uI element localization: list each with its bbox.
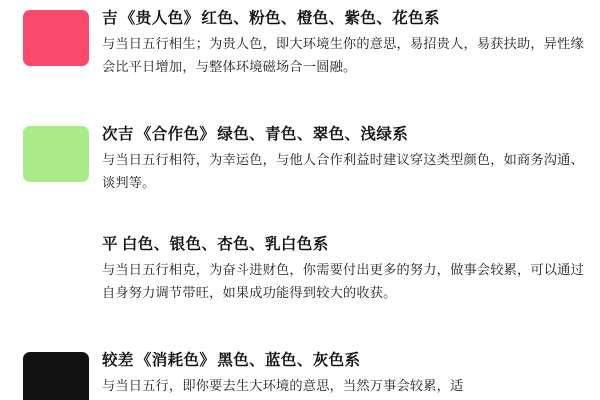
row-colors: 白色、银色、杏色、乳白色系 bbox=[121, 235, 329, 253]
color-swatch-neutral bbox=[23, 236, 89, 292]
row-colors: 红色、粉色、橙色、紫色、花色系 bbox=[201, 9, 440, 27]
row-text bbox=[102, 226, 590, 306]
row-rank: 吉 bbox=[102, 9, 118, 27]
row-body: 与当日五行，即你要去生大环境的意思，当然万事会较累，适 bbox=[102, 378, 464, 394]
row-body: 与当日五行相生；为贵人色，即大环境生你的意思，易招贵人，易获扶助，异性缘会比平日增加，与整体环境磁场合一圆融。 bbox=[102, 36, 584, 76]
swatch-container bbox=[10, 342, 102, 400]
row-rank: 平 bbox=[102, 235, 118, 253]
row-title: 《贵人色》 bbox=[119, 9, 200, 27]
row-body: 与当日五行相克，为奋斗进财色，你需要付出更多的努力，做事会较累，可以通过自身努力调节带旺，如果成功能得到较大的收获。 bbox=[102, 262, 584, 302]
row-heading bbox=[102, 122, 584, 147]
fortune-row bbox=[0, 226, 600, 342]
row-colors: 绿色、青色、翠色、浅绿系 bbox=[217, 125, 409, 143]
row-heading bbox=[102, 348, 584, 373]
swatch-container bbox=[10, 0, 102, 66]
color-swatch-cooperation bbox=[23, 126, 89, 182]
row-text bbox=[102, 116, 590, 196]
row-text bbox=[102, 0, 590, 80]
fortune-row bbox=[0, 116, 600, 226]
row-rank: 较差 bbox=[102, 351, 134, 369]
swatch-container bbox=[10, 226, 102, 292]
row-title: 《消耗色》 bbox=[135, 351, 216, 369]
row-title: 《合作色》 bbox=[135, 125, 216, 143]
fortune-row bbox=[0, 342, 600, 400]
row-colors: 黑色、蓝色、灰色系 bbox=[217, 351, 361, 369]
color-swatch-draining bbox=[23, 352, 89, 400]
row-rank: 次吉 bbox=[102, 125, 134, 143]
row-heading bbox=[102, 232, 584, 257]
color-swatch-lucky bbox=[23, 10, 89, 66]
fortune-row bbox=[0, 0, 600, 116]
swatch-container bbox=[10, 116, 102, 182]
row-text bbox=[102, 342, 590, 398]
row-body: 与当日五行相符，为幸运色，与他人合作利益时建议穿这类型颜色，如商务沟通、谈判等。 bbox=[102, 152, 584, 192]
row-heading bbox=[102, 6, 584, 31]
